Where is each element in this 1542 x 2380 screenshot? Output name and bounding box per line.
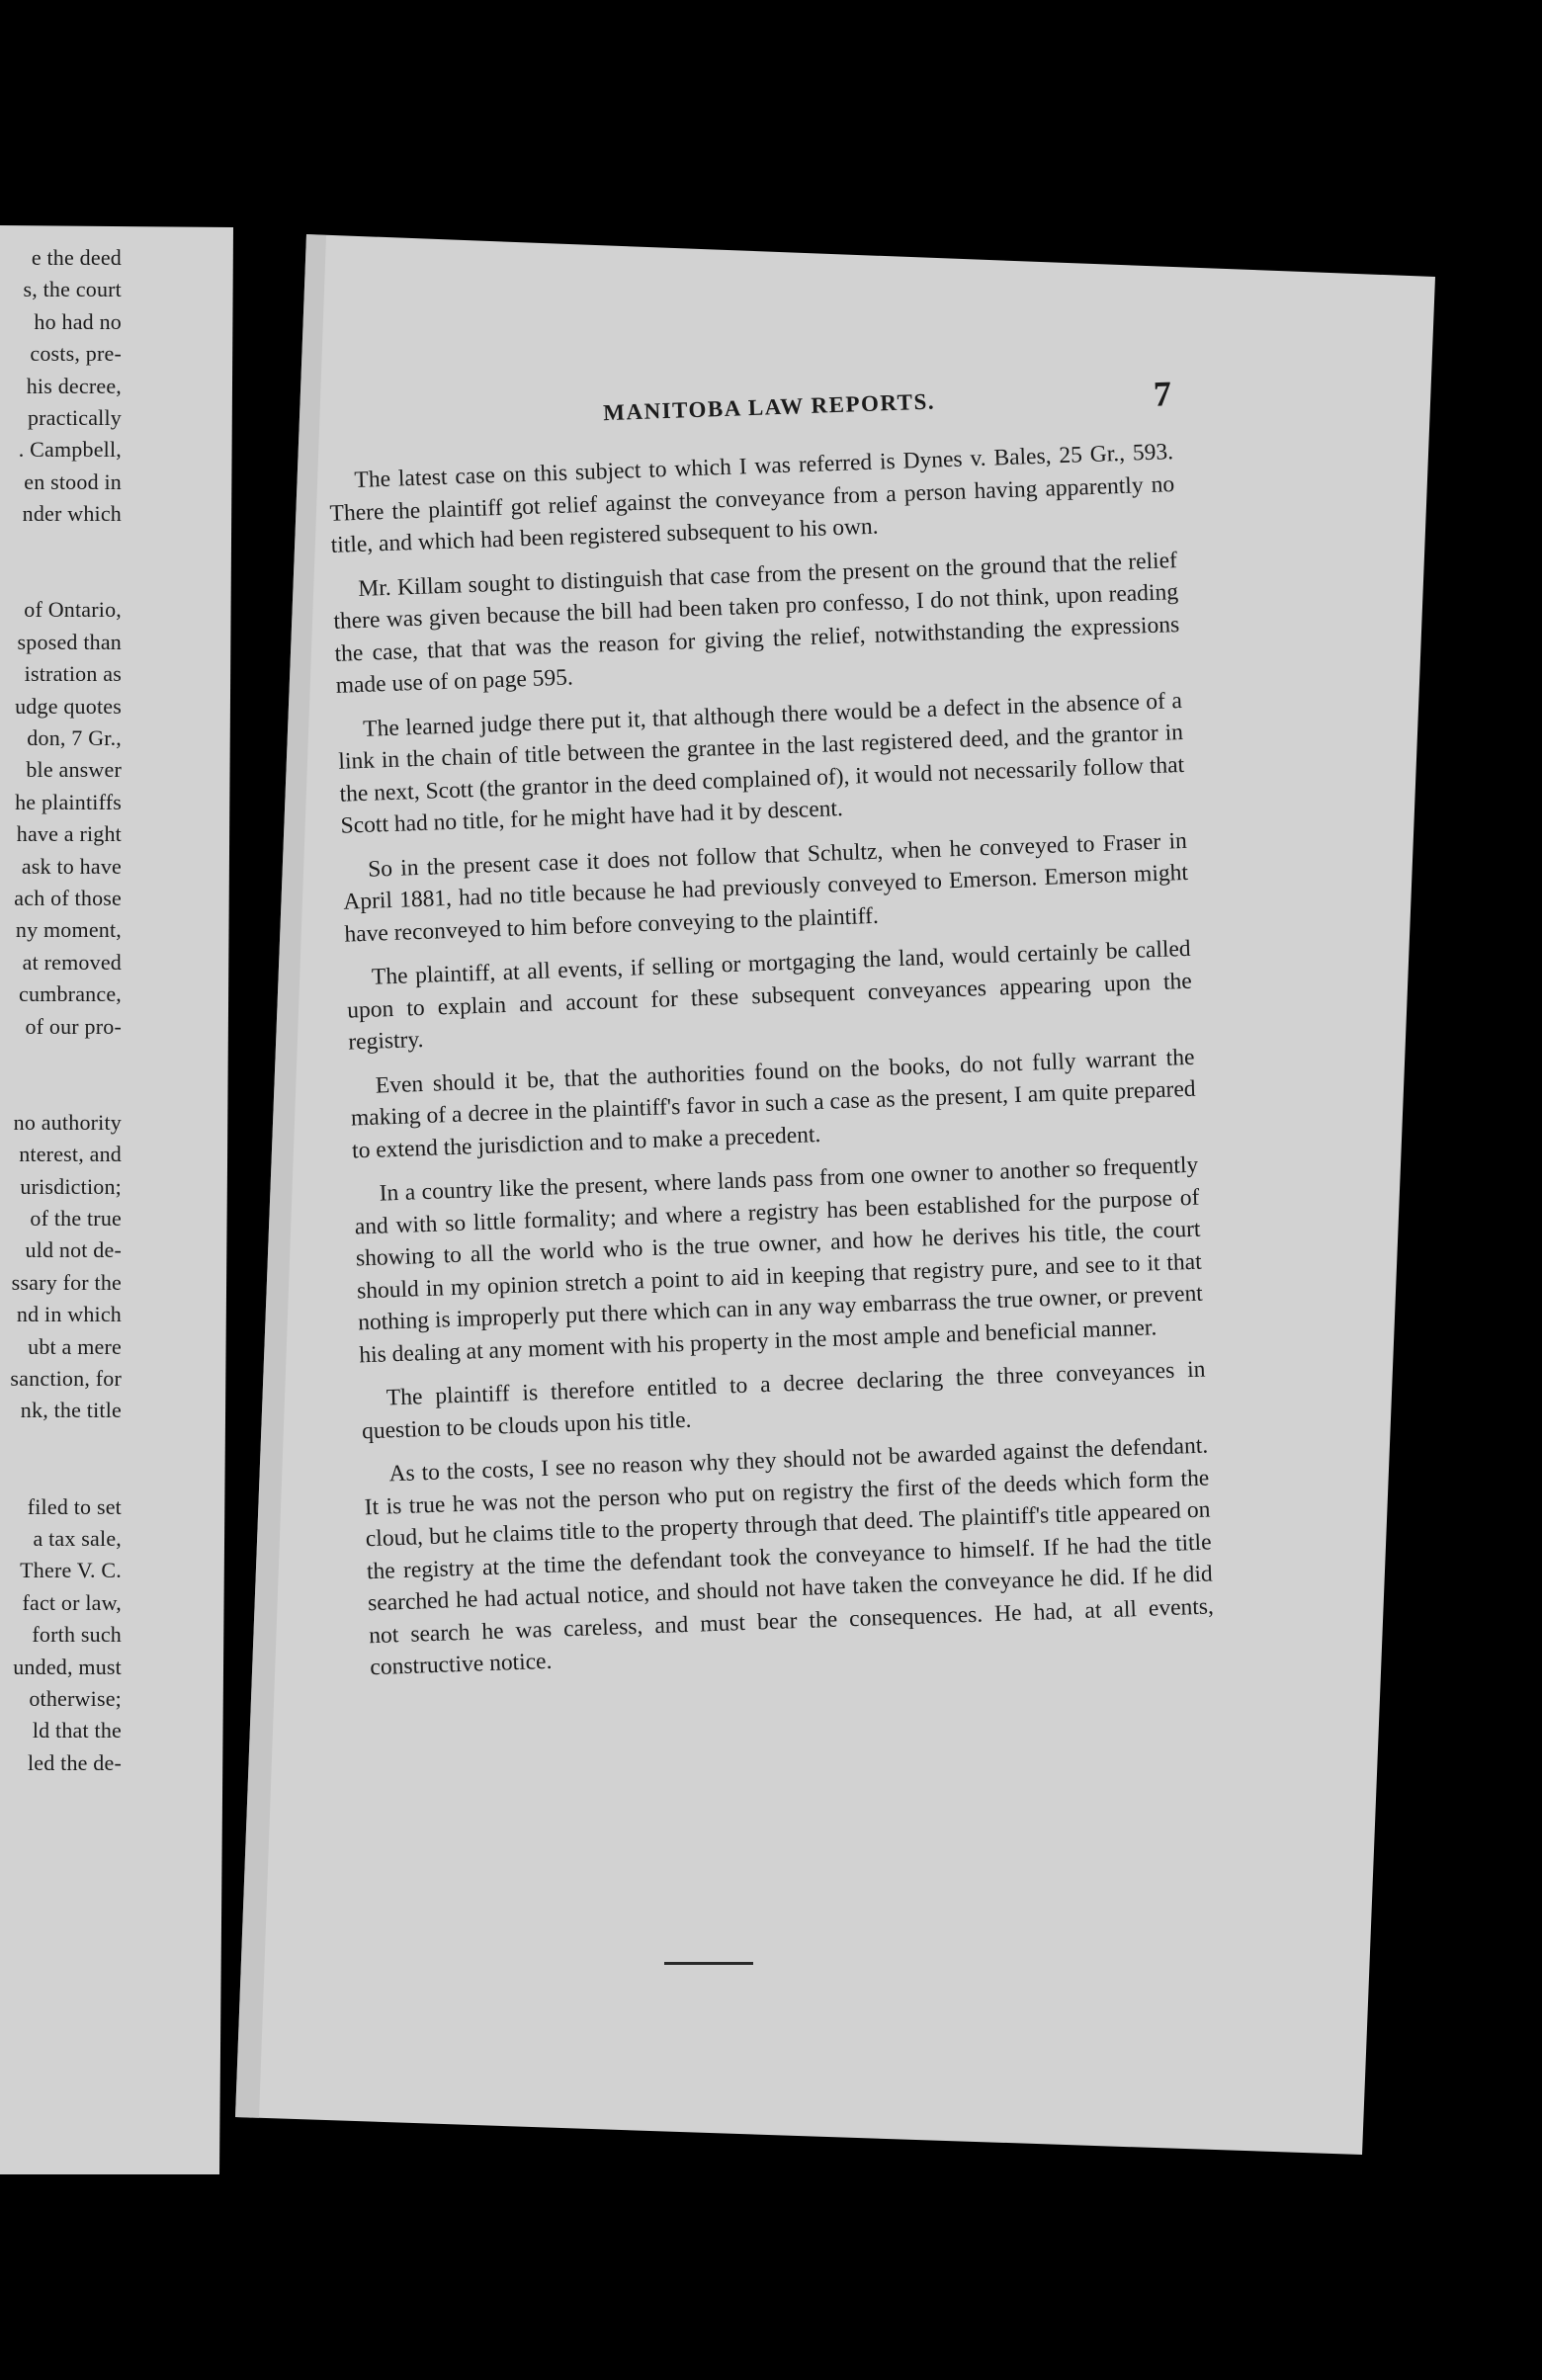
paragraph: Even should it be, that the authorities found on the books, do not fully warrant the making of a decree in the plaintiff's favor in such a case as the present, I am quite prepared to extend the jurisdiction and to make a precedent. — [350, 1044, 1196, 1164]
paragraph: In a country like the present, where lands pass from one owner to another so frequently and with so little formality; and where a registry has been established for the purpose of showing to all the world who is the true owner, and how he derives his title, the court should in my opinion stretch a point to aid in keeping that registry pure, and see to it that nothing is improperly put there which can in any way embarrass the true owner, or prevent his dealing at any moment with his property in the most ample and beneficial manner. — [354, 1151, 1204, 1368]
left-page-line: a tax sale, — [33, 1526, 122, 1551]
left-page-line: ld that the — [32, 1718, 122, 1743]
left-page-line: costs, pre- — [30, 341, 122, 367]
left-page-line: ho had no — [34, 308, 122, 334]
left-page-line: his decree, — [26, 373, 122, 398]
left-page-line: no authority — [13, 1109, 122, 1135]
left-page-line: unded, must — [13, 1654, 122, 1679]
left-page-line: udge quotes — [15, 693, 122, 719]
left-page-line: ask to have — [21, 853, 122, 879]
left-page-fragment — [0, 227, 232, 2174]
paragraph: Mr. Killam sought to distinguish that case from the present on the ground that the relief there was given because the bill had been taken pro confesso, I do not think, upon reading the case, that that was the reason for giving the relief, notwithstanding the expressions made use of on page 595. — [333, 547, 1180, 699]
paragraph: The plaintiff, at all events, if selling or mortgaging the land, would certainly be called upon to explain and account for these subsequent conveyances appearing upon the registry. — [346, 935, 1193, 1056]
left-page-line: forth such — [32, 1622, 122, 1648]
left-page-line: at removed — [22, 949, 122, 975]
left-page-line: istration as — [24, 661, 122, 687]
left-page-line: ble answer — [26, 757, 122, 783]
paragraph: So in the present case it does not follow that Schultz, when he conveyed to Fraser in April 1881, had no title because he had previously conveyed to Emerson. Emerson might have reconveyed to him before conveying to the plaintiff. — [342, 827, 1189, 948]
left-page-line: led the de- — [27, 1749, 122, 1775]
left-page-line: en stood in — [24, 468, 122, 494]
left-page-line: practically — [27, 405, 122, 430]
left-page-line: otherwise; — [29, 1686, 122, 1711]
left-page-line: s, the court — [23, 277, 122, 302]
paragraph: The plaintiff is therefore entitled to a decree declaring the three conveyances in question to be clouds upon his title. — [361, 1356, 1206, 1444]
left-page-line: have a right — [16, 821, 122, 847]
end-rule — [664, 1962, 753, 1965]
left-page-line: uld not de- — [25, 1237, 122, 1263]
left-page-line: sposed than — [17, 629, 122, 654]
main-page-text — [326, 374, 1216, 1696]
left-page-line: ach of those — [14, 886, 122, 910]
left-page-line: don, 7 Gr., — [27, 725, 122, 750]
left-page-line: of Ontario, — [24, 597, 122, 623]
paragraph: The learned judge there put it, that although there would be a defect in the absence of a link in the chain of title between the grantee in the last registered deed, and the grantor in the next, Scott (the grantor in the deed complained of), it would not necessarily follow that Scott had no title, for he might have had it by descent. — [337, 687, 1185, 839]
left-page-line: of our pro- — [25, 1013, 122, 1039]
left-page-line: filed to set — [27, 1493, 122, 1519]
paragraph: As to the costs, I see no reason why they should not be awarded against the defendant. It is true he was not the person who put on registry the first of the deeds which form the cloud, but he claims title to the property through that deed. The plaintiff's title appeared on the registry at the time the defendant took the conveyance to himself. If he had the title searched he had actual notice, and should not have taken the conveyance he did. If he did not search he was careless, and must bear the consequences. He had, at all events, constructive notice. — [364, 1432, 1215, 1681]
paragraph: The latest case on this subject to which I was referred is Dynes v. Bales, 25 Gr., 593. There the plaintiff got relief against the conveyance from a person having apparently no title, and which had been registered subsequent to his own. — [329, 439, 1175, 558]
left-page-line: urisdiction; — [20, 1173, 122, 1199]
left-page-line: sanction, for — [10, 1366, 122, 1391]
left-page-line: nder which — [22, 501, 122, 527]
page-number: 7 — [1153, 374, 1172, 414]
left-page-line: e the deed — [31, 245, 122, 270]
running-title: MANITOBA LAW REPORTS. — [602, 388, 936, 426]
left-page-line: ubt a mere — [28, 1333, 122, 1359]
left-page-line: ny moment, — [15, 917, 122, 943]
left-page-line: There V. C. — [20, 1558, 122, 1583]
left-page-line: nterest, and — [19, 1142, 122, 1167]
left-page-line: fact or law, — [22, 1589, 122, 1615]
left-page-line: he plaintiffs — [15, 789, 122, 814]
left-page-line: . Campbell, — [18, 437, 122, 463]
left-page-line: cumbrance, — [19, 981, 122, 1007]
left-page-line: nd in which — [16, 1302, 122, 1327]
left-page-line: nk, the title — [20, 1398, 122, 1423]
left-page-line: of the true — [30, 1206, 122, 1231]
left-page-line: ssary for the — [11, 1269, 122, 1295]
